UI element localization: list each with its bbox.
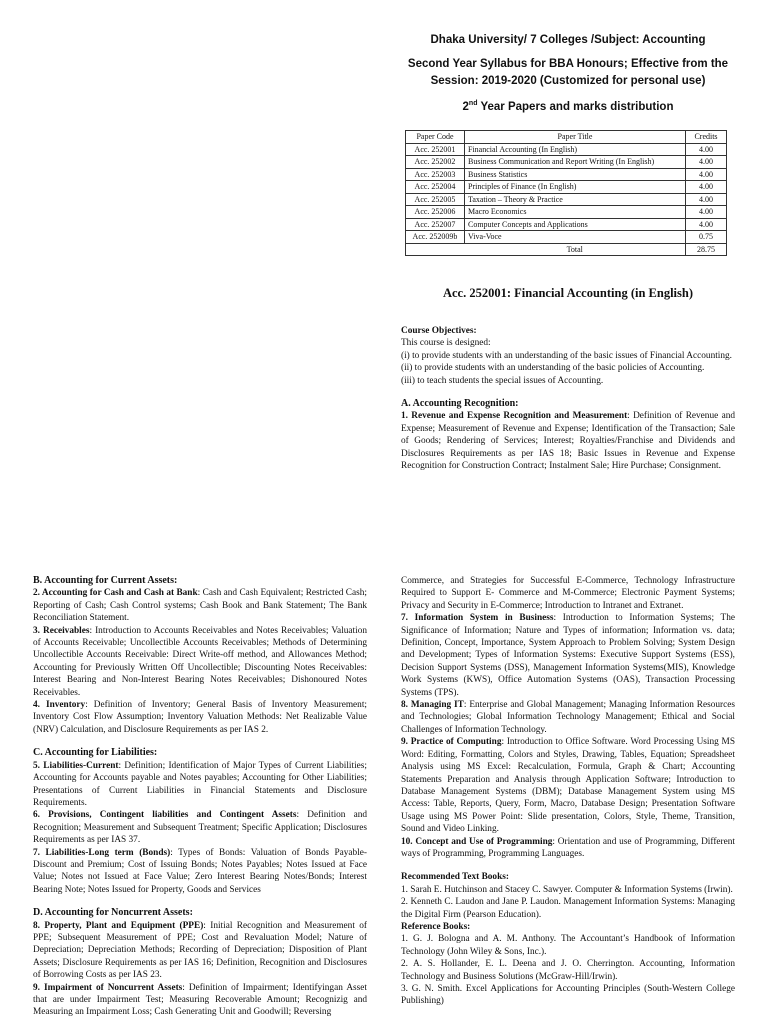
paper-title-cell: Taxation – Theory & Practice	[465, 193, 686, 206]
section-a-item-1	[401, 410, 735, 472]
item-label: 7. Information System in Business	[401, 613, 554, 624]
paper-code-cell: Acc. 252004	[406, 181, 465, 194]
reference-books-heading: Reference Books:	[401, 921, 471, 932]
col-paper-title: Paper Title	[465, 131, 686, 144]
item-text: : Initial Recognition and Measurement of PPE; Subsequent Measurement of PPE; Cost and Revaluation Model; Nature of Depreciation; Depreciation Methods; Recording of Depreciation; Disposition of Plant Assets; Disclosure Requirements as per IAS 16; Definition, Recognition and Disclosures of Borrowing Costs as per IAS 23.	[33, 920, 367, 981]
table-row	[406, 193, 727, 206]
paper-title-cell: Business Communication and Report Writing (In English)	[465, 156, 686, 169]
header-papers-text: Year Papers and marks distribution	[477, 101, 674, 113]
paper-title-cell: Principles of Finance (In English)	[465, 181, 686, 194]
item-label: 8. Property, Plant and Equipment (PPE)	[33, 920, 204, 931]
recommended-books-heading: Recommended Text Books:	[401, 872, 509, 883]
item-label: 9. Impairment of Noncurrent Assets	[33, 982, 183, 993]
item-label: 6. Provisions, Contingent liabilities and Contingent Assets	[33, 810, 297, 821]
col-credits: Credits	[686, 131, 727, 144]
table-row	[406, 181, 727, 194]
book-item: 1. G. J. Bologna and A. M. Anthony. The Accountant’s Handbook of Information Technology (John Wiley & Sons, Inc.).	[401, 934, 735, 957]
paper-title-cell: Financial Accounting (In English)	[465, 143, 686, 156]
section-d-item-9	[33, 982, 367, 1019]
paper-code-cell: Acc. 252006	[406, 206, 465, 219]
total-spacer	[406, 243, 465, 256]
section-b-heading: B. Accounting for Current Assets:	[33, 575, 178, 586]
credits-cell: 4.00	[686, 168, 727, 181]
credits-cell: 0.75	[686, 231, 727, 244]
section-b-item-3	[33, 625, 367, 699]
table-header-row	[406, 131, 727, 144]
continued-text: Commerce, and Strategies for Successful E-Commerce, Technology Infrastructure Required to Support E- Commerce and M-Commerce; Electronic Payment Systems; Privacy and Security in E-Commerce; Introduction to Intranet and Extranet.	[401, 576, 735, 611]
item-label: 5. Liabilities-Current	[33, 760, 119, 771]
section-b-item-2	[33, 587, 367, 624]
item-label: 2. Accounting for Cash and Cash at Bank	[33, 588, 198, 599]
item-text: : Introduction to Accounts Receivables and Notes Receivables; Valuation of Accounts Receivable; Uncollectible Accounts Receivables; Methods of Determining Uncollectible Accounts Receivable: Direct Write-off method, and Allowances Method; Accounting for Previously Written Off Uncollectible; Discounting Notes Receivables: Interest Bearing and Non-Interest Bearing Notes Receivables; Dishonoured Notes Receivables.	[33, 625, 367, 698]
item-label: 3. Receivables	[33, 625, 90, 636]
objectives-column	[401, 325, 735, 472]
section-b-item-4	[33, 699, 367, 736]
paper-code-cell: Acc. 252003	[406, 168, 465, 181]
item-text: : Cash and Cash Equivalent; Restricted Cash; Reporting of Cash; Cash Control systems; Cash Book and Bank Statement; The Bank Reconciliation Statement.	[33, 588, 367, 624]
left-column	[33, 575, 367, 1019]
table-row	[406, 218, 727, 231]
table-total-row	[406, 243, 727, 256]
paper-code-cell: Acc. 252002	[406, 156, 465, 169]
item-text: : Introduction to Office Software. Word Processing Using MS Word: Editing, Formatting, Colors and Styles, Drawing, Tables, Equation; Spreadsheet Analysis using MS Excel: Recalculation, Formula, Graph & Chart; Accounting Statements Preparation and Analysis through Application Software; Introduction to Database Management Systems (DBM); Database Management System using MS Access: Table, Reports, Query, Form, Macro, Database Design; Presentation Software Usage using MS Power Point: Slide presentation, Colors, Style, Theme, Transition, Sound and Video Linking.	[401, 737, 735, 835]
item-label: 8. Managing IT	[401, 700, 464, 711]
objective-item: (i) to provide students with an understanding of the basic issues of Financial Accounting.	[401, 350, 733, 361]
item-practice-computing	[401, 736, 735, 835]
section-d-heading: D. Accounting for Noncurrent Assets:	[33, 907, 193, 919]
table-row	[406, 231, 727, 244]
item-label: 4. Inventory	[33, 700, 86, 711]
paper-code-cell: Acc. 252005	[406, 193, 465, 206]
item-label: 10. Concept and Use of Programming	[401, 836, 553, 847]
section-c-item-5	[33, 760, 367, 810]
item-label: 9. Practice of Computing	[401, 737, 502, 748]
item-text: : Definition of Impairment; Identifyingan Asset that are under Impairment Test; Measuring Recoverable Amount; Recognizig and Measuring an Impairment Loss; Cash Generating Unit and Goodwill; Reversing	[33, 982, 367, 1018]
credits-cell: 4.00	[686, 143, 727, 156]
book-item: 2. A. S. Hollander, E. L. Deena and J. O. Cherrington. Accounting, Information Technology and Business Solutions (McGraw-Hill/Irwin).	[401, 959, 735, 982]
credits-cell: 4.00	[686, 181, 727, 194]
book-item: 3. G. N. Smith. Excel Applications for Accounting Principles (South-Western College Publishing)	[401, 984, 735, 1007]
item-text: : Definition; Identification of Major Types of Current Liabilities; Accounting for Accounts payable and Notes payables; Accounting for Other Liabilities; Presentations of Current Liabilities in Financial Statements and Disclosure Requirements.	[33, 760, 368, 808]
item-text: : Definition of Revenue and Expense; Measurement of Revenue and Expense; Identification of the Transaction; Sale of Goods; Rendering of Services; Interest; Royalties/Franchise and Dividends and Disclosures Requirements as per IAS 18; Basic Issues in Revenue and Expense Recognition for Construction Contract; Instalment Sale; Hire Purchase; Consignment.	[401, 411, 735, 472]
header-session: Session: 2019-2020 (Customized for personal use)	[430, 75, 706, 87]
papers-table	[405, 130, 727, 256]
header-syllabus: Second Year Syllabus for BBA Honours; Effective from the	[407, 58, 729, 70]
col-paper-code: Paper Code	[406, 131, 465, 144]
paper-title-cell: Macro Economics	[465, 206, 686, 219]
item-label: 7. Liabilities-Long term (Bonds)	[33, 847, 171, 858]
header-university: Dhaka University/ 7 Colleges /Subject: Accounting	[430, 34, 706, 46]
item-text: : Types of Bonds: Valuation of Bonds Payable-Discount and Premium; Cost of Issuing Bonds; Notes Payables; Notes Issued at Face Value; Notes not Issued at Face Value; Zero Interest Bearing Notes/Bonds; Interest Bearing Note; Notes Issued for Property, Goods and Services	[33, 847, 368, 895]
item-text: : Orientation and use of Programming, Different ways of Programming, Programming Languages.	[401, 836, 735, 859]
book-item: 1. Sarah E. Hutchinson and Stacey C. Sawyer. Computer & Information Systems (Irwin).	[401, 884, 733, 895]
header-year-suffix: nd	[468, 100, 478, 108]
header-year-number: 2	[462, 101, 469, 113]
item-text: : Introduction to Information Systems; The Significance of Information; Nature and Types of information; Information vs. data; Definition, Concept, Importance, System Approach to Problem Solving; System Design and Development; Types of Information Systems: Executive Support Systems (ESS), Decision Support Systems (DSS), Management Information Systems(MIS), Knowledge Work Systems (KWS), Office Automation Systems (OAS), Transaction Processing Systems (TPS).	[401, 613, 735, 698]
total-label: Total	[465, 243, 686, 256]
paper-title-cell: Business Statistics	[465, 168, 686, 181]
section-c-item-7	[33, 847, 367, 897]
paper-title-cell: Computer Concepts and Applications	[465, 218, 686, 231]
table-row	[406, 143, 727, 156]
objectives-heading: Course Objectives:	[401, 326, 477, 336]
section-a-heading: A. Accounting Recognition:	[401, 398, 519, 410]
item-information-system	[401, 612, 735, 699]
objective-item: (iii) to teach students the special issues of Accounting.	[401, 375, 604, 386]
right-column	[401, 575, 735, 1008]
section-d-item-8	[33, 920, 367, 982]
item-text: : Definition and Recognition; Measurement and Subsequent Treatment; Specific Application; Disclosures Requirements as per IAS 37.	[33, 810, 367, 846]
item-text: : Definition of Inventory; General Basis of Inventory Measurement; Inventory Cost Flow Assumption; Inventory Valuation Methods: Net Realizable Value (NRV) Calculation, and Disclosure Requirements as per IAS 2.	[33, 700, 367, 735]
section-c-item-6	[33, 809, 367, 846]
objective-item: (ii) to provide students with an understanding of the basic policies of Accounting.	[401, 363, 705, 374]
table-row	[406, 206, 727, 219]
table-row	[406, 156, 727, 169]
course-title: Acc. 252001: Financial Accounting (in English)	[442, 286, 694, 300]
paper-code-cell: Acc. 252001	[406, 143, 465, 156]
item-text: : Enterprise and Global Management; Managing Information Resources and Technologies; Global Information Technology Management; Ethical and Social Challenges of Information Technology.	[401, 700, 735, 735]
credits-cell: 4.00	[686, 156, 727, 169]
section-c-heading: C. Accounting for Liabilities:	[33, 747, 158, 759]
book-item: 2. Kenneth C. Laudon and Jane P. Laudon. Management Information Systems: Managing the Digital Firm (Pearson Education).	[401, 897, 735, 920]
objectives-intro: This course is designed:	[401, 338, 491, 349]
paper-code-cell: Acc. 252007	[406, 218, 465, 231]
table-row	[406, 168, 727, 181]
header-papers-distribution	[398, 99, 738, 116]
paper-code-cell: Acc. 252009b	[406, 231, 465, 244]
credits-cell: 4.00	[686, 193, 727, 206]
item-programming	[401, 836, 735, 861]
credits-cell: 4.00	[686, 218, 727, 231]
item-managing-it	[401, 699, 735, 736]
credits-cell: 4.00	[686, 206, 727, 219]
item-label: 1. Revenue and Expense Recognition and Measurement	[401, 411, 628, 422]
paper-title-cell: Viva-Voce	[465, 231, 686, 244]
total-value: 28.75	[686, 243, 727, 256]
